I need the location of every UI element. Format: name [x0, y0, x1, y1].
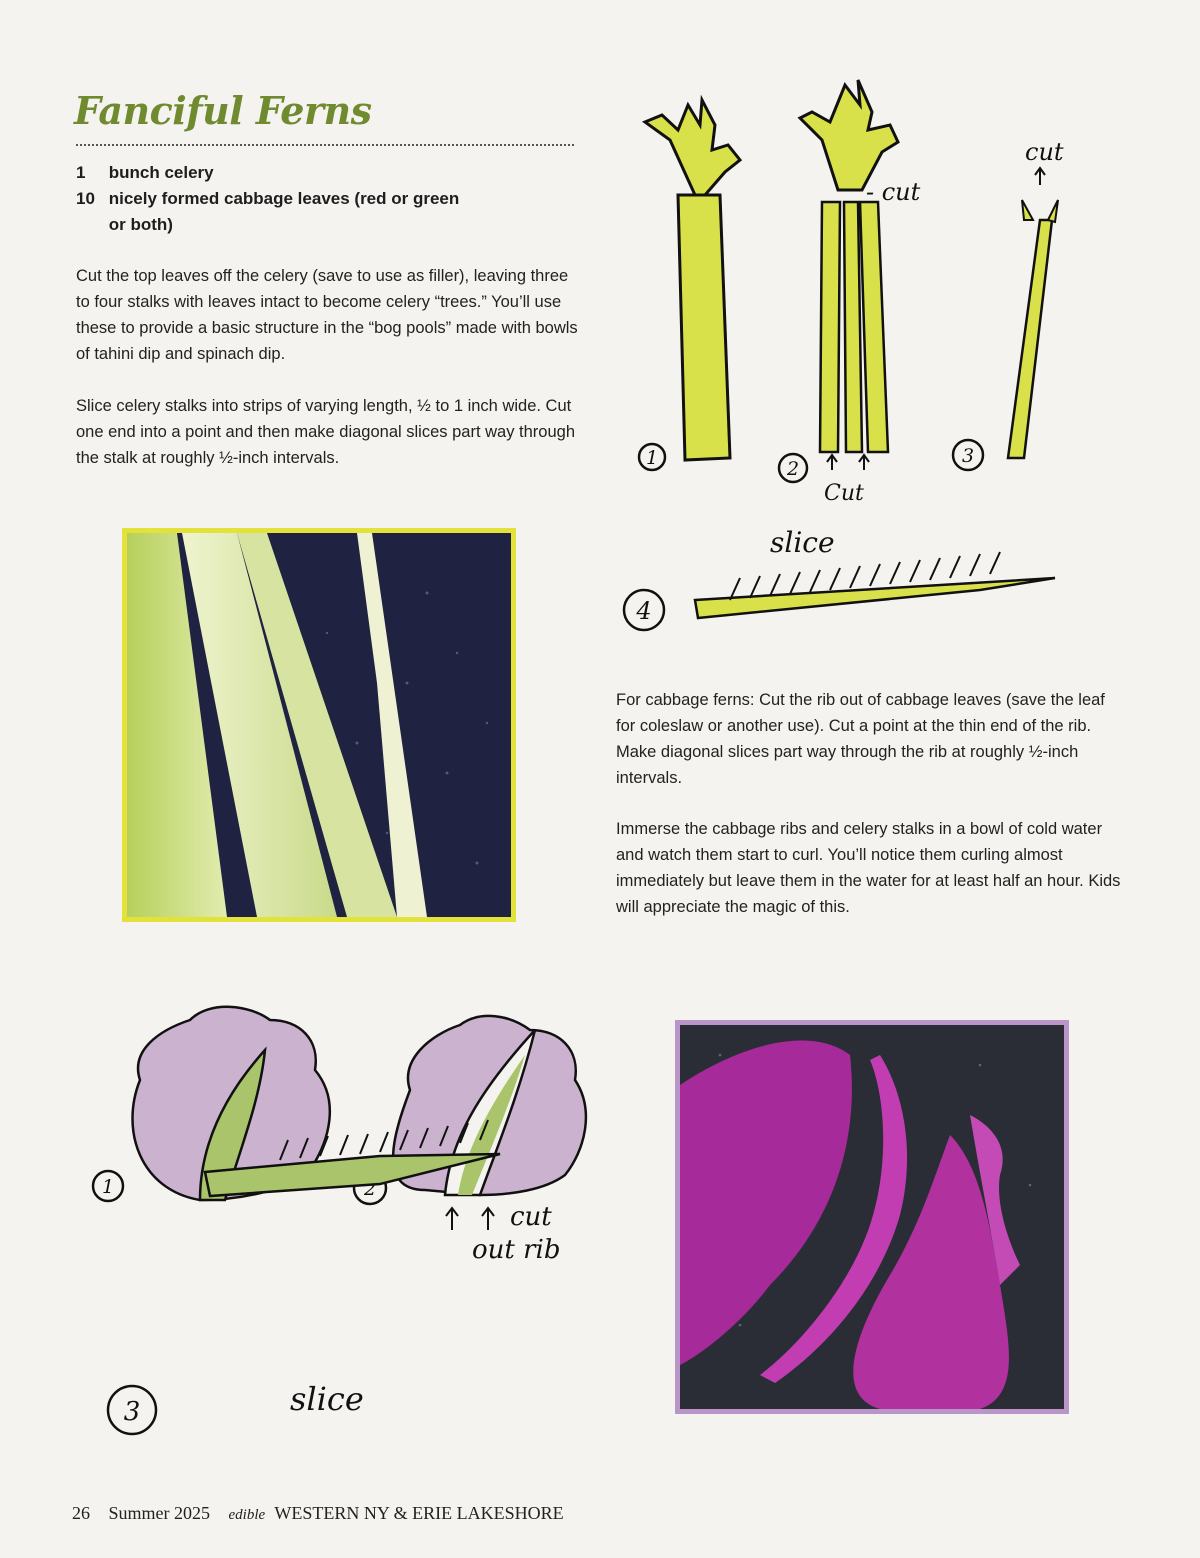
- step-number: [93, 1171, 123, 1201]
- slice-label: slice: [770, 526, 835, 559]
- celery-stalk-icon: [645, 100, 740, 460]
- cut-label: - cut: [866, 178, 921, 206]
- dotted-divider: [76, 144, 574, 146]
- page-number: 26: [72, 1503, 90, 1523]
- step-number: [779, 454, 807, 482]
- celery-sketch: [600, 60, 1100, 640]
- ingredient-qty: 1: [76, 163, 86, 182]
- issue-label: Summer 2025: [108, 1503, 210, 1523]
- brand-prefix: edible: [228, 1507, 266, 1523]
- ingredient-qty: 10: [76, 189, 95, 208]
- ingredient-name: nicely formed cabbage leaves (red or green: [108, 189, 460, 208]
- arrow-icon: [827, 455, 869, 470]
- celery-strip-icon: [1008, 200, 1058, 458]
- step-label: 4: [636, 597, 652, 625]
- arrow-icon: [446, 1208, 494, 1230]
- step-label: 1: [645, 447, 659, 469]
- publication-name: WESTERN NY & ERIE LAKESHORE: [274, 1503, 564, 1523]
- celery-photo: [122, 528, 516, 922]
- instruction-paragraph: Cut the top leaves off the celery (save to use as filler), leaving three to four stalks with leaves intact to become celery “trees.” You’ll use these to provide a basic structure in the “bog pools” made with bowls of tahini dip and spinach dip.: [76, 267, 578, 363]
- step-number: [624, 590, 664, 630]
- step-label: 2: [363, 1178, 377, 1200]
- step-label: 3: [123, 1397, 141, 1427]
- cabbage-photo: [675, 1020, 1069, 1414]
- slice-label: slice: [290, 1380, 364, 1418]
- ingredient-item: [76, 212, 173, 238]
- ingredient-name: or both): [108, 215, 173, 234]
- instruction-paragraph: Immerse the cabbage ribs and celery stalks in a bowl of cold water and watch them start to curl. You’ll notice them curling almost immediately but leave them in the water for at least half an hour. Kids will appreciate the magic of this.: [616, 820, 1121, 916]
- step-label: 1: [101, 1176, 115, 1198]
- instruction-paragraph: For cabbage ferns: Cut the rib out of cabbage leaves (save the leaf for coleslaw or another use). Cut a point at the thin end of the rib. Make diagonal slices part way through the rib at roughly ½-inch intervals.: [616, 691, 1105, 787]
- celery-split-icon: [800, 80, 898, 452]
- cut-label: Cut: [824, 481, 864, 506]
- arrow-icon: [1035, 168, 1045, 185]
- step-number: [953, 440, 983, 470]
- ingredient-name: bunch celery: [108, 163, 214, 182]
- cut-label: cut: [510, 1202, 552, 1232]
- step-number: [108, 1386, 156, 1434]
- out-rib-label: out rib: [472, 1235, 561, 1265]
- ingredient-item: [76, 186, 459, 212]
- cut-label: cut: [1025, 138, 1064, 166]
- step-label: 3: [961, 445, 975, 467]
- cabbage-sketch: [80, 990, 640, 1460]
- step-number: [639, 444, 665, 470]
- step-label: 2: [786, 458, 800, 480]
- page-footer: [72, 1503, 578, 1524]
- article-title: Fanciful Ferns: [74, 88, 372, 133]
- sliced-strip-icon: [695, 552, 1055, 618]
- ingredient-item: [76, 160, 214, 186]
- instruction-paragraph: Slice celery stalks into strips of varying length, ½ to 1 inch wide. Cut one end into a point and then make diagonal slices part way through the stalk at roughly ½-inch intervals.: [76, 397, 576, 467]
